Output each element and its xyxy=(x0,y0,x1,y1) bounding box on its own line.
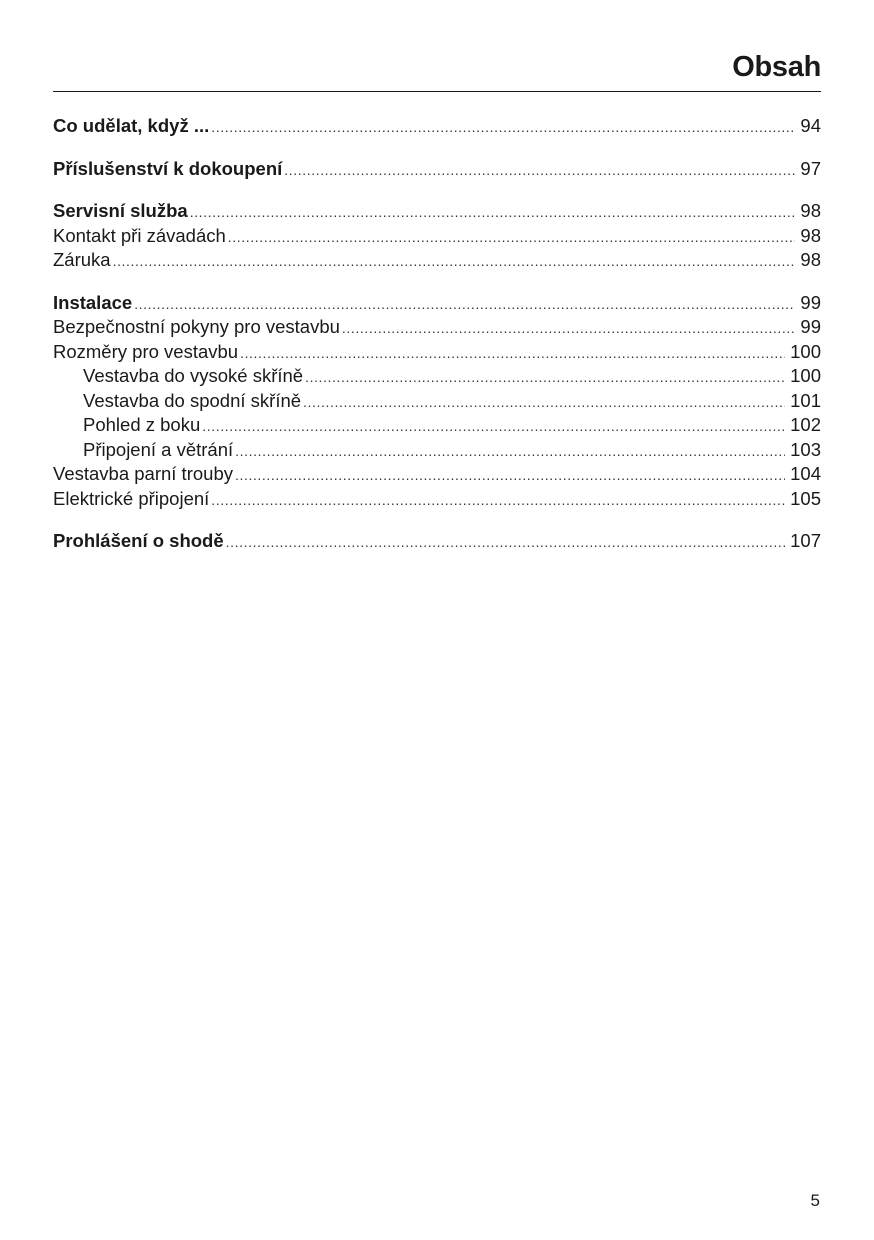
toc-entry-page: 94 xyxy=(800,115,821,136)
toc-entry-page: 107 xyxy=(790,530,821,551)
toc-subentry[interactable] xyxy=(53,413,821,438)
toc-entry[interactable] xyxy=(53,487,821,512)
toc-entry-label: Vestavba do spodní skříně xyxy=(83,389,302,411)
toc-entry-page: 99 xyxy=(800,291,821,313)
dot-leader xyxy=(211,115,795,140)
toc-entry[interactable] xyxy=(53,199,821,224)
toc-entry-label: Vestavba do vysoké skříně xyxy=(83,365,304,386)
page-title: Obsah xyxy=(732,51,821,83)
toc-entry[interactable] xyxy=(53,291,821,316)
dot-leader xyxy=(305,365,785,390)
toc-group xyxy=(53,529,821,554)
header-divider xyxy=(53,91,821,92)
dot-leader xyxy=(202,414,785,439)
toc-entry-label: Připojení a větrání xyxy=(83,438,234,460)
dot-leader xyxy=(228,225,796,250)
toc-entry-label: Instalace xyxy=(53,291,133,313)
toc-group xyxy=(53,199,821,273)
toc-entry-label: Vestavba parní trouby xyxy=(53,463,233,484)
page-number: 5 xyxy=(810,1191,820,1210)
toc-entry[interactable] xyxy=(53,462,821,487)
dot-leader xyxy=(342,316,796,341)
dot-leader xyxy=(211,488,785,513)
toc-entry-label: Servisní služba xyxy=(53,200,188,221)
toc-entry-label: Prohlášení o shodě xyxy=(53,530,224,551)
toc-entry-label: Příslušenství k dokoupení xyxy=(53,157,283,179)
toc-entry[interactable] xyxy=(53,529,821,554)
dot-leader xyxy=(190,200,796,225)
toc-entry[interactable] xyxy=(53,114,821,139)
toc-entry[interactable] xyxy=(53,315,821,340)
toc-entry-label: Záruka xyxy=(53,249,111,270)
toc-entry[interactable] xyxy=(53,340,821,365)
toc-entry-page: 101 xyxy=(790,389,821,411)
toc-entry-page: 99 xyxy=(800,316,821,337)
toc-group xyxy=(53,114,821,139)
toc-entry-page: 98 xyxy=(800,224,821,246)
dot-leader xyxy=(235,463,785,488)
toc-entry-label: Pohled z boku xyxy=(83,414,201,435)
toc-subentry[interactable] xyxy=(53,364,821,389)
dot-leader xyxy=(134,292,795,317)
toc-group xyxy=(53,157,821,182)
toc-entry-label: Co udělat, když ... xyxy=(53,115,210,136)
dot-leader xyxy=(284,158,795,183)
dot-leader xyxy=(226,530,785,555)
dot-leader xyxy=(113,249,796,274)
toc-entry[interactable] xyxy=(53,248,821,273)
toc-entry-page: 98 xyxy=(800,200,821,221)
toc-entry-label: Bezpečnostní pokyny pro vestavbu xyxy=(53,316,340,337)
toc-entry-page: 103 xyxy=(790,438,821,460)
toc-entry-label: Kontakt při závadách xyxy=(53,224,226,246)
toc-entry-page: 98 xyxy=(800,249,821,270)
toc-group xyxy=(53,291,821,512)
toc-entry-page: 97 xyxy=(800,157,821,179)
toc-entry[interactable] xyxy=(53,224,821,249)
dot-leader xyxy=(303,390,785,415)
toc-entry-page: 105 xyxy=(790,487,821,509)
toc-subentry[interactable] xyxy=(53,389,821,414)
table-of-contents xyxy=(53,114,821,572)
toc-entry-page: 100 xyxy=(790,340,821,362)
toc-entry[interactable] xyxy=(53,157,821,182)
dot-leader xyxy=(235,439,785,464)
toc-entry-page: 100 xyxy=(790,365,821,386)
toc-entry-label: Elektrické připojení xyxy=(53,487,210,509)
dot-leader xyxy=(240,341,785,366)
toc-subentry[interactable] xyxy=(53,438,821,463)
toc-entry-page: 102 xyxy=(790,414,821,435)
toc-entry-label: Rozměry pro vestavbu xyxy=(53,340,239,362)
toc-entry-page: 104 xyxy=(790,463,821,484)
